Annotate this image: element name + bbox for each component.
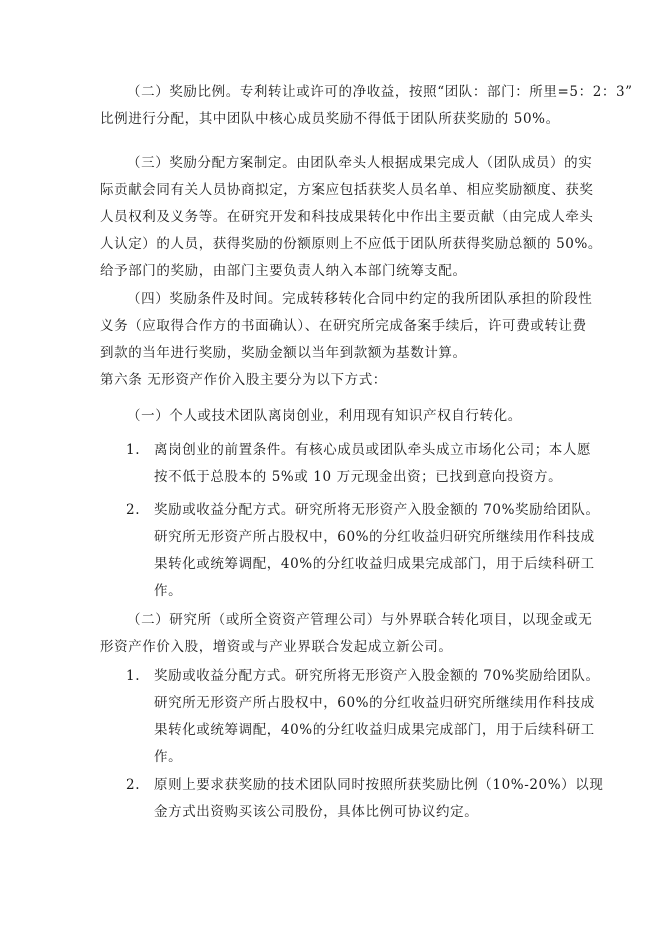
paragraph-reward-plan <box>100 150 602 285</box>
text-line: 比例进行分配，其中团队中核心成员奖励不得低于团队所获奖励的 50%。 <box>100 111 560 127</box>
text-line: 人认定）的人员，获得奖励的份额原则上不应低于团队所获得奖励总额的 50%。 <box>100 236 602 252</box>
paragraph-reward-ratio <box>100 79 633 133</box>
text-line: 金方式出资购买该公司股份，具体比例可协议约定。 <box>154 804 479 820</box>
item-number: 2. <box>126 777 141 793</box>
text-line: 作。 <box>154 749 183 765</box>
section-title-text: （一）个人或技术团队离岗创业，利用现有知识产权自行转化。 <box>127 408 522 424</box>
section-1-title <box>100 403 570 430</box>
text-line: （三）奖励分配方案制定。由团队牵头人根据成果完成人（团队成员）的实 <box>127 155 593 171</box>
section-2-item-1 <box>126 663 600 771</box>
text-line: 到款的当年进行奖励，奖励金额以当年到款额为基数计算。 <box>100 345 467 361</box>
text-line: 际贡献会同有关人员协商拟定，方案应包括获奖人员名单、相应奖励额度、获奖 <box>100 182 594 198</box>
text-line: 人员权利及义务等。在研究开发和科技成果转化中作出主要贡献（由完成人牵头 <box>100 209 594 225</box>
text-line: 果转化或统筹调配，40%的分红收益归成果完成部门，用于后续科研工 <box>154 556 595 572</box>
text-line: （四）奖励条件及时间。完成转移转化合同中约定的我所团队承担的阶段性 <box>127 291 593 307</box>
text-line: 按不低于总股本的 5%或 10 万元现金出资；已找到意向投资方。 <box>154 469 563 485</box>
text-line: 离岗创业的前置条件。有核心成员或团队牵头成立市场化公司；本人愿 <box>154 442 592 458</box>
article-6-heading <box>100 367 570 394</box>
item-number: 2. <box>126 502 141 518</box>
text-line: （二）研究所（或所全资资产管理公司）与外界联合转化项目，以现金或无 <box>127 612 593 628</box>
heading-text: 第六条 无形资产作价入股主要分为以下方式： <box>100 372 387 388</box>
text-line: 果转化或统筹调配，40%的分红收益归成果完成部门，用于后续科研工 <box>154 722 595 738</box>
text-line: 奖励或收益分配方式。研究所将无形资产入股金额的 70%奖励给团队。 <box>154 668 600 684</box>
text-line: （二）奖励比例。专利转让或许可的净收益，按照“团队：部门：所里=5：2：3” <box>127 84 633 100</box>
text-line: 研究所无形资产所占股权中，60%的分红收益归研究所继续用作科技成 <box>154 695 595 711</box>
text-line: 奖励或收益分配方式。研究所将无形资产入股金额的 70%奖励给团队。 <box>154 502 600 518</box>
item-text <box>154 772 604 826</box>
text-line: 给予部门的奖励，由部门主要负责人纳入本部门统筹支配。 <box>100 263 467 279</box>
text-line: 研究所无形资产所占股权中，60%的分红收益归研究所继续用作科技成 <box>154 529 595 545</box>
item-number: 1. <box>126 668 141 684</box>
item-text <box>154 497 600 605</box>
text-line: 义务（应取得合作方的书面确认）、在研究所完成备案手续后，许可费或转让费 <box>100 318 587 334</box>
text-line: 作。 <box>154 583 183 599</box>
text-line: 原则上要求获奖励的技术团队同时按照所获奖励比例（10%-20%）以现 <box>154 777 604 793</box>
text-line: 形资产作价入股，增资或与产业界联合发起成立新公司。 <box>100 639 453 655</box>
section-1-item-1 <box>126 437 592 491</box>
section-2-paragraph <box>100 607 593 661</box>
paragraph-reward-conditions <box>100 286 593 367</box>
item-number: 1. <box>126 442 141 458</box>
section-1-item-2 <box>126 497 600 605</box>
item-text <box>154 663 600 771</box>
section-2-item-2 <box>126 772 604 826</box>
item-text <box>154 437 592 491</box>
